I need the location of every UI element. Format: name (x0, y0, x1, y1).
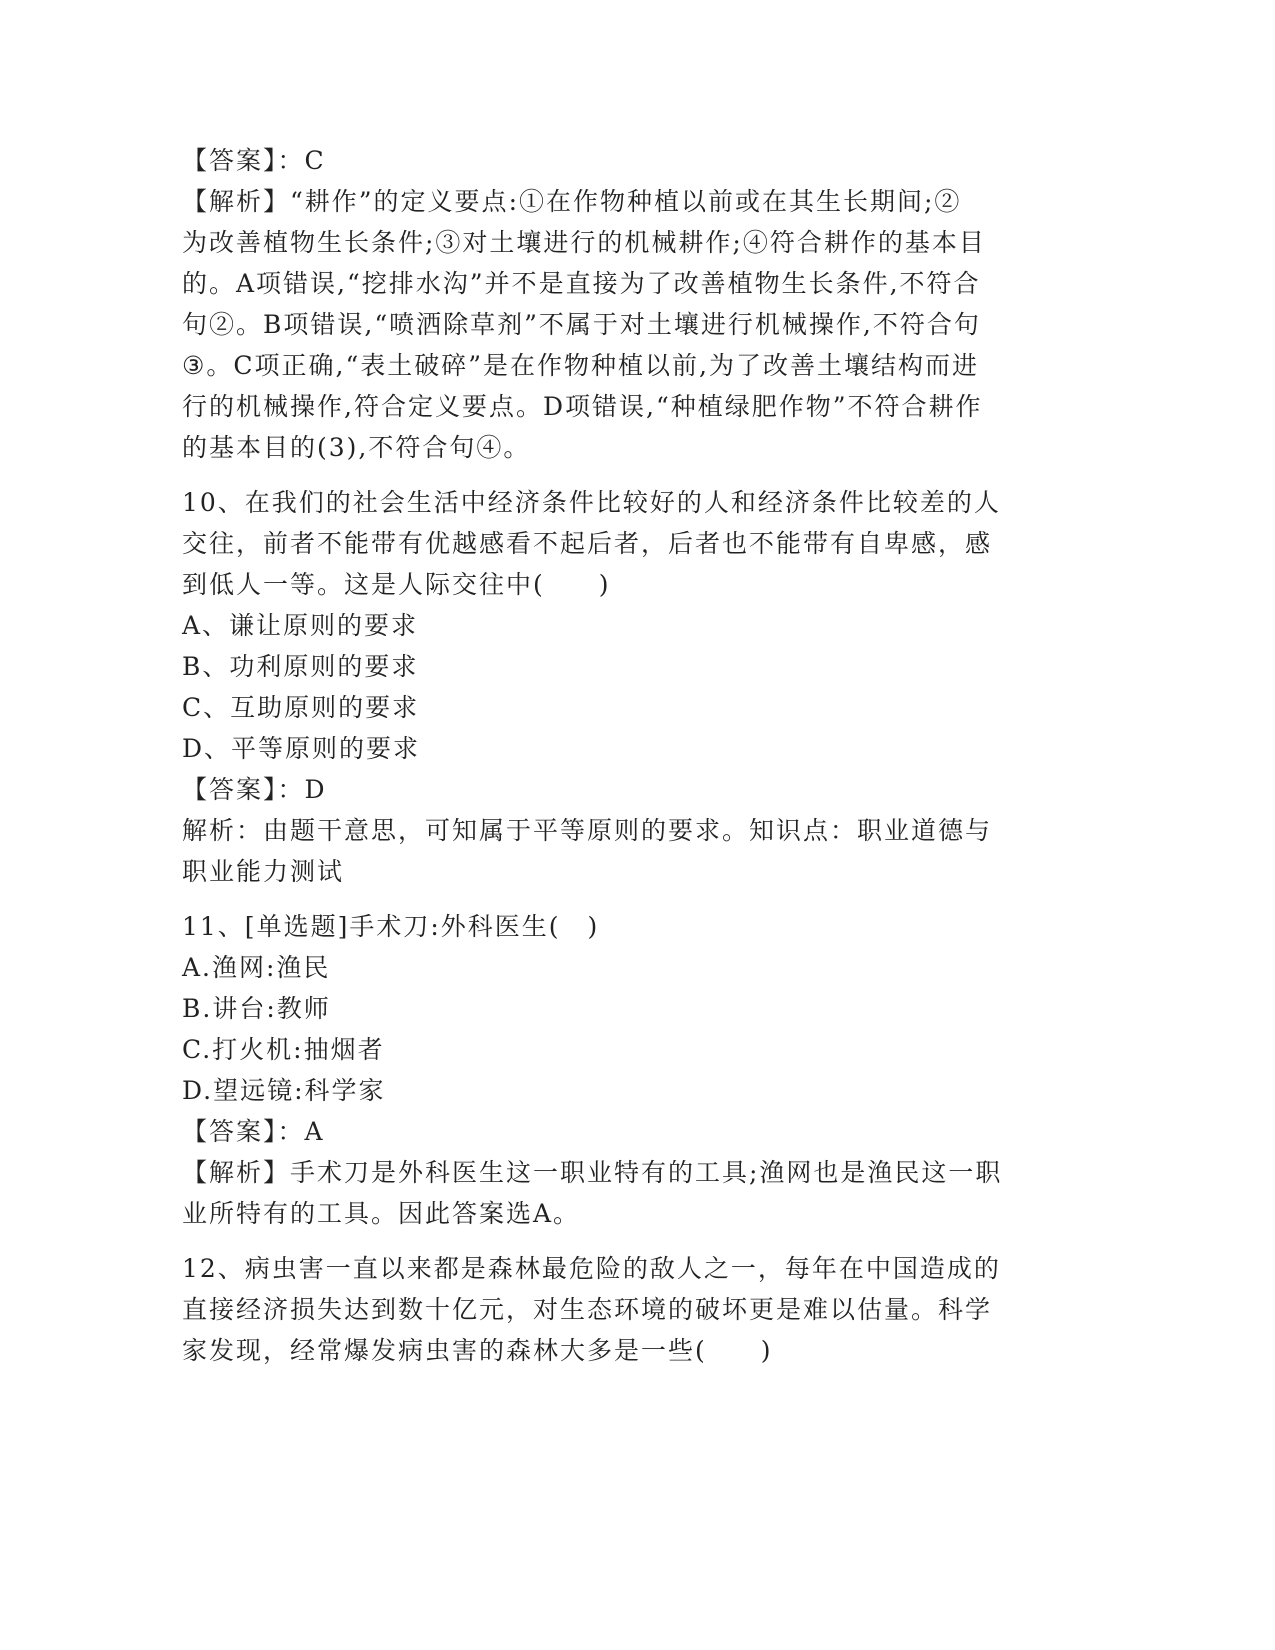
document-page (182, 140, 1052, 1371)
explanation-line: 职业能力测试 (182, 857, 345, 886)
explanation-line: 为改善植物生长条件;③对土壤进行的机械耕作;④符合耕作的基本目 (182, 228, 986, 257)
explanation-line: 句②。B项错误,“喷洒除草剂”不属于对土壤进行机械操作,不符合句 (182, 310, 981, 339)
option-d: D、平等原则的要求 (182, 734, 421, 763)
explanation-line: 【解析】手术刀是外科医生这一职业特有的工具;渔网也是渔民这一职 (182, 1158, 1003, 1187)
explanation-line: 业所特有的工具。因此答案选A。 (182, 1199, 581, 1228)
explanation-line: 的基本目的(3),不符合句④。 (182, 433, 531, 462)
question-stem: 10、在我们的社会生活中经济条件比较好的人和经济条件比较差的人 (182, 488, 1001, 517)
option-c: C.打火机:抽烟者 (182, 1035, 385, 1064)
answer-label: 【答案】：D (182, 775, 327, 804)
explanation-line: ③。C项正确,“表土破碎”是在作物种植以前,为了改善土壤结构而进 (182, 351, 979, 380)
question-11 (182, 906, 1052, 1234)
explanation-line: 行的机械操作,符合定义要点。D项错误,“种植绿肥作物”不符合耕作 (182, 392, 983, 421)
answer-label: 【答案】：A (182, 1117, 325, 1146)
question-stem: 到低人一等。这是人际交往中( ) (182, 570, 611, 599)
question-12 (182, 1248, 1052, 1371)
explanation-line: 解析：由题干意思，可知属于平等原则的要求。知识点：职业道德与 (182, 816, 993, 845)
question-stem: 12、病虫害一直以来都是森林最危险的敌人之一，每年在中国造成的 (182, 1254, 1001, 1283)
question-stem: 家发现，经常爆发病虫害的森林大多是一些( ) (182, 1336, 773, 1365)
question-stem: 交往，前者不能带有优越感看不起后者，后者也不能带有自卑感，感 (182, 529, 993, 558)
explanation-line: 的。A项错误,“挖排水沟”并不是直接为了改善植物生长条件,不符合 (182, 269, 981, 298)
option-b: B.讲台:教师 (182, 994, 331, 1023)
question-stem: 11、[单选题]手术刀:外科医生( ) (182, 912, 600, 941)
option-b: B、功利原则的要求 (182, 652, 419, 681)
question-stem: 直接经济损失达到数十亿元，对生态环境的破坏更是难以估量。科学 (182, 1295, 993, 1324)
explanation-line: 【解析】“耕作”的定义要点:①在作物种植以前或在其生长期间;② (182, 187, 962, 216)
option-c: C、互助原则的要求 (182, 693, 420, 722)
answer-block-q9 (182, 140, 1052, 468)
answer-label: 【答案】：C (182, 146, 326, 175)
option-a: A、谦让原则的要求 (182, 611, 419, 640)
option-d: D.望远镜:科学家 (182, 1076, 386, 1105)
option-a: A.渔网:渔民 (182, 953, 331, 982)
question-10 (182, 482, 1052, 892)
